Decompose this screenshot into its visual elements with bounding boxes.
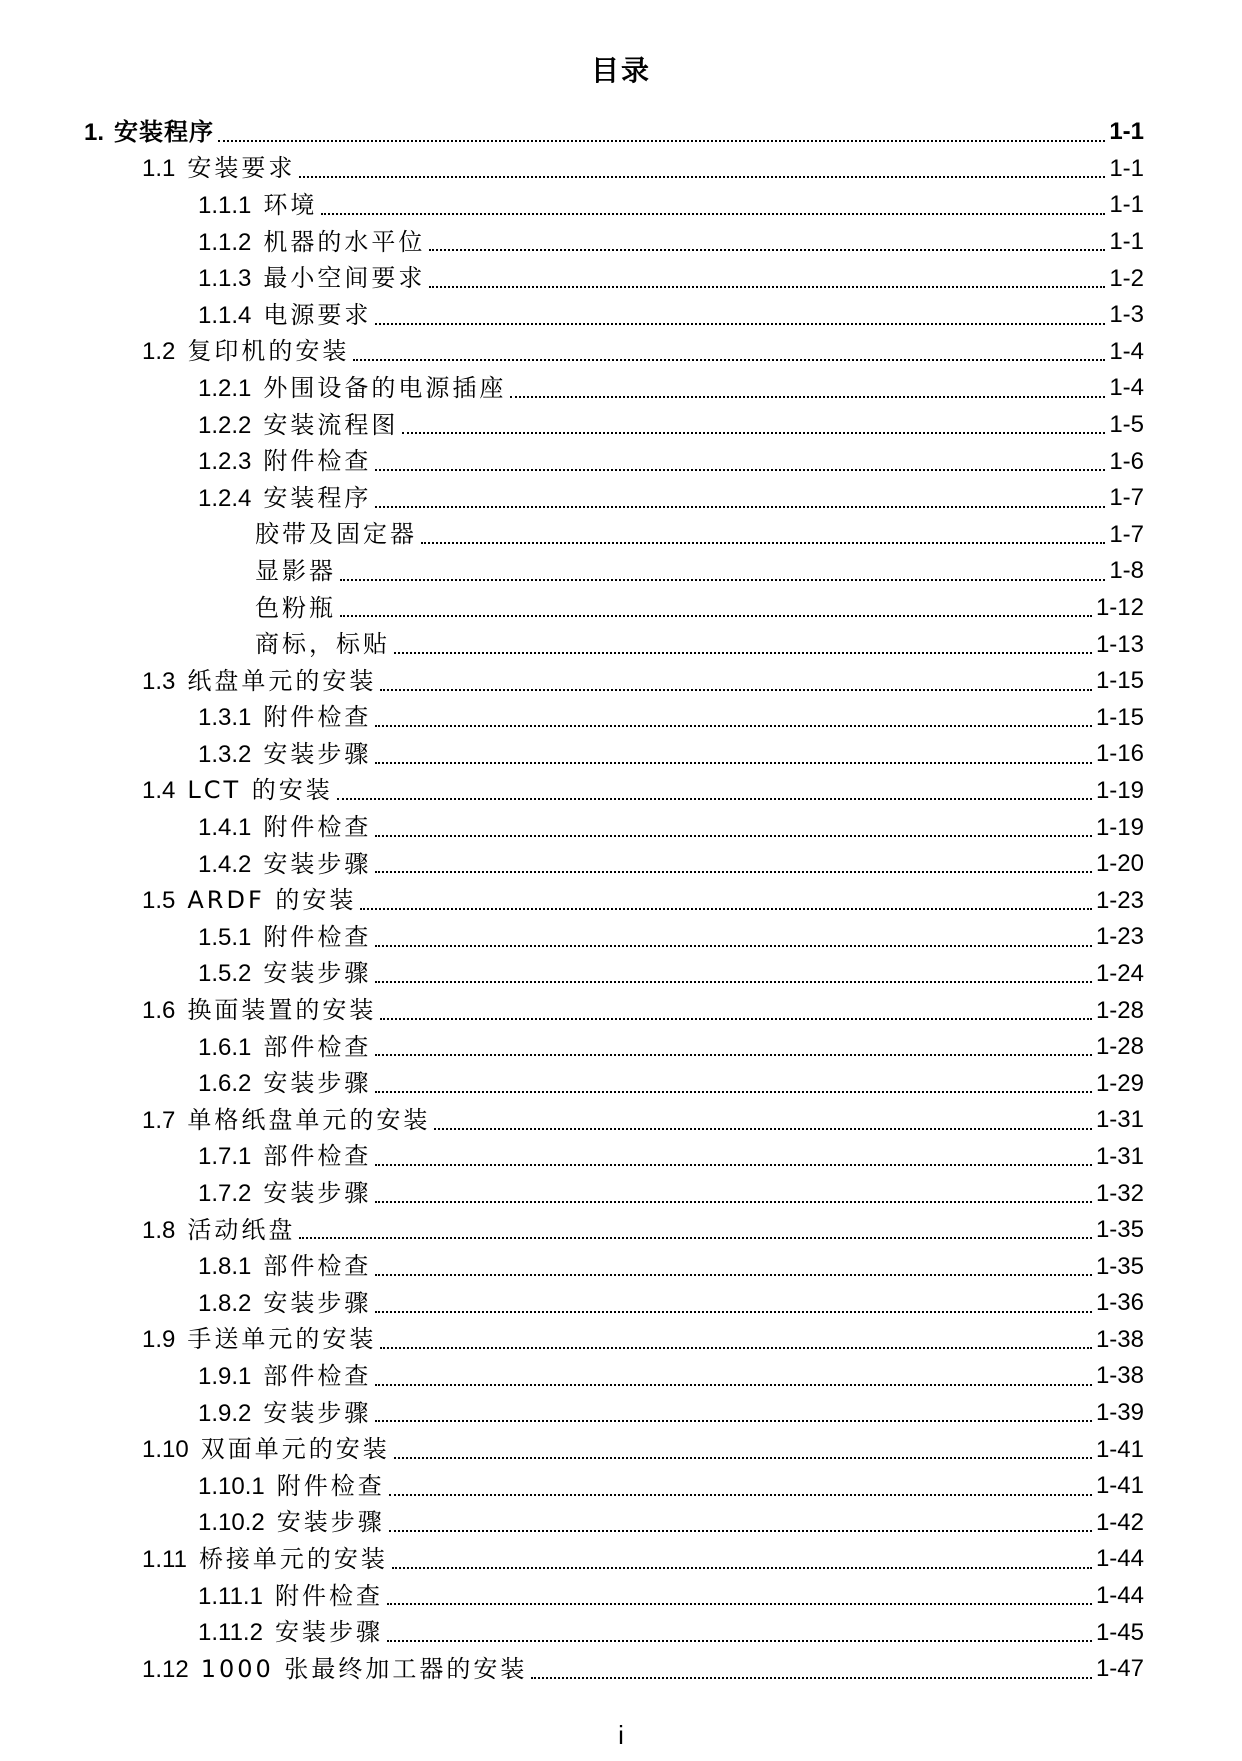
- toc-entry-title: 商标，标贴: [255, 630, 390, 659]
- toc-entry-number: 1.8: [142, 1216, 176, 1244]
- toc-entry[interactable]: [142, 334, 1144, 371]
- toc-entry-label: [198, 483, 373, 514]
- toc-entry-number: 1.4.1: [198, 814, 252, 842]
- dot-leader: [360, 908, 1092, 910]
- toc-entry-label: [142, 885, 358, 916]
- toc-entry[interactable]: [198, 1614, 1144, 1651]
- toc-entry-page: 1-31: [1095, 1142, 1144, 1170]
- toc-entry-number: 1.6.2: [198, 1070, 252, 1098]
- dot-leader: [375, 725, 1092, 727]
- toc-entry-label: [198, 1251, 373, 1282]
- toc-entry-title: 活动纸盘: [187, 1215, 296, 1244]
- toc-entry-label: [198, 1288, 373, 1319]
- toc-entry[interactable]: [198, 297, 1144, 334]
- toc-entry-title: 安装步骤: [263, 849, 372, 878]
- toc-entry-label: [142, 153, 297, 184]
- dot-leader: [434, 1128, 1092, 1130]
- toc-entry-page: 1-19: [1095, 813, 1144, 841]
- toc-entry-number: 1.1: [142, 155, 176, 183]
- toc-entry[interactable]: [198, 1029, 1144, 1066]
- toc-entry-page: 1-31: [1095, 1106, 1144, 1134]
- toc-entry[interactable]: [142, 773, 1144, 810]
- dot-leader: [321, 213, 1105, 215]
- toc-entry-label: [255, 556, 338, 587]
- dot-leader: [375, 506, 1105, 508]
- dot-leader: [429, 249, 1105, 251]
- toc-entry-title: 部件检查: [263, 1361, 372, 1390]
- toc-entry-title: 安装步骤: [263, 1288, 372, 1317]
- toc-entry-page: 1-1: [1109, 118, 1144, 146]
- toc-entry-label: [198, 958, 373, 989]
- toc-entry-number: 1.: [84, 118, 105, 146]
- dot-leader: [375, 762, 1092, 764]
- toc-entry-label: [198, 1507, 387, 1538]
- toc-entry-title: 安装步骤: [263, 959, 372, 988]
- toc-entry[interactable]: [142, 882, 1144, 919]
- toc-entry-page: 1-38: [1095, 1325, 1144, 1353]
- toc-entry-page: 1-29: [1095, 1069, 1144, 1097]
- toc-entry-title: 手送单元的安装: [187, 1325, 377, 1354]
- toc-entry-label: [255, 629, 392, 660]
- toc-entry-label: [142, 995, 378, 1026]
- toc-entry-page: 1-12: [1095, 594, 1144, 622]
- dot-leader: [380, 1018, 1092, 1020]
- toc-entry-label: [198, 1581, 385, 1612]
- toc-entry-title: 安装步骤: [263, 1398, 372, 1427]
- toc-entry-number: 1.9: [142, 1326, 176, 1354]
- toc-entry-title: 附件检查: [274, 1581, 383, 1610]
- toc-entry-number: 1.5.1: [198, 923, 252, 951]
- dot-leader: [337, 798, 1092, 800]
- dot-leader: [392, 1567, 1092, 1569]
- toc-entry-page: 1-19: [1095, 776, 1144, 804]
- dot-leader: [510, 396, 1105, 398]
- toc-entry[interactable]: [198, 700, 1144, 737]
- toc-entry[interactable]: [142, 1322, 1144, 1359]
- toc-entry-title: LCT 的安装: [187, 776, 333, 805]
- toc-entry-page: 1-24: [1095, 959, 1144, 987]
- toc-entry-page: 1-36: [1095, 1289, 1144, 1317]
- toc-entry-page: 1-35: [1095, 1216, 1144, 1244]
- toc-entry-label: [255, 519, 419, 550]
- table-of-contents: [0, 114, 1242, 1688]
- toc-entry-label: [198, 1398, 373, 1429]
- toc-entry-number: 1.10: [142, 1436, 189, 1464]
- toc-entry-page: 1-13: [1095, 630, 1144, 658]
- dot-leader: [218, 140, 1105, 142]
- toc-entry[interactable]: [142, 1431, 1144, 1468]
- toc-entry-label: [198, 812, 373, 843]
- toc-entry-page: 1-6: [1109, 447, 1144, 475]
- toc-entry-page: 1-35: [1095, 1252, 1144, 1280]
- toc-entry-label: [142, 1105, 432, 1136]
- toc-entry-title: 安装要求: [187, 154, 296, 183]
- dot-leader: [353, 359, 1105, 361]
- toc-entry-number: 1.7.2: [198, 1180, 252, 1208]
- toc-entry-label: [142, 1215, 297, 1246]
- dot-leader: [375, 981, 1092, 983]
- dot-leader: [387, 1640, 1092, 1642]
- toc-entry-number: 1.11.1: [198, 1582, 263, 1610]
- toc-entry-label: [198, 1141, 373, 1172]
- toc-entry-page: 1-4: [1109, 337, 1144, 365]
- toc-entry[interactable]: [198, 846, 1144, 883]
- dot-leader: [389, 1530, 1092, 1532]
- toc-entry[interactable]: [255, 553, 1144, 590]
- dot-leader: [421, 542, 1105, 544]
- toc-entry-label: [198, 1361, 373, 1392]
- toc-entry[interactable]: [198, 1358, 1144, 1395]
- toc-entry[interactable]: [255, 590, 1144, 627]
- toc-entry-page: 1-2: [1109, 264, 1144, 292]
- toc-entry-title: 附件检查: [276, 1471, 385, 1500]
- toc-entry-page: 1-41: [1095, 1472, 1144, 1500]
- toc-entry-label: [198, 702, 373, 733]
- toc-entry[interactable]: [198, 1175, 1144, 1212]
- toc-entry-page: 1-20: [1095, 850, 1144, 878]
- toc-entry-title: 部件检查: [263, 1032, 372, 1061]
- toc-entry[interactable]: [198, 956, 1144, 993]
- toc-entry-page: 1-7: [1109, 484, 1144, 512]
- toc-entry-label: [198, 1068, 373, 1099]
- dot-leader: [299, 1237, 1092, 1239]
- toc-entry-title: 安装步骤: [263, 1179, 372, 1208]
- toc-entry[interactable]: [255, 517, 1144, 554]
- dot-leader: [375, 1091, 1092, 1093]
- toc-entry-number: 1.9.1: [198, 1362, 252, 1390]
- toc-entry[interactable]: [198, 736, 1144, 773]
- toc-entry[interactable]: [84, 114, 1144, 151]
- toc-entry-label: [142, 336, 351, 367]
- toc-entry[interactable]: [198, 1468, 1144, 1505]
- toc-entry-title: 换面装置的安装: [187, 996, 377, 1025]
- toc-entry-page: 1-28: [1095, 1033, 1144, 1061]
- toc-entry-page: 1-28: [1095, 996, 1144, 1024]
- toc-entry-number: 1.4: [142, 777, 176, 805]
- toc-entry-number: 1.11: [142, 1545, 187, 1573]
- toc-entry-page: 1-47: [1095, 1655, 1144, 1683]
- toc-entry-page: 1-44: [1095, 1582, 1144, 1610]
- toc-entry-page: 1-39: [1095, 1399, 1144, 1427]
- dot-leader: [375, 835, 1092, 837]
- toc-entry-page: 1-8: [1109, 557, 1144, 585]
- toc-entry[interactable]: [198, 1285, 1144, 1322]
- toc-entry-title: 桥接单元的安装: [198, 1544, 388, 1573]
- toc-entry-number: 1.7: [142, 1106, 176, 1134]
- toc-entry-number: 1.2: [142, 338, 176, 366]
- toc-entry-page: 1-3: [1109, 301, 1144, 329]
- toc-entry-page: 1-16: [1095, 740, 1144, 768]
- dot-leader: [299, 176, 1105, 178]
- toc-entry-title: 纸盘单元的安装: [187, 666, 377, 695]
- toc-entry-page: 1-42: [1095, 1508, 1144, 1536]
- toc-entry[interactable]: [142, 151, 1144, 188]
- toc-entry-number: 1.5.2: [198, 960, 252, 988]
- toc-entry[interactable]: [198, 224, 1144, 261]
- toc-entry-title: 机器的水平位: [263, 227, 426, 256]
- toc-entry[interactable]: [142, 663, 1144, 700]
- dot-leader: [389, 1494, 1092, 1496]
- toc-entry-title: 胶带及固定器: [255, 520, 417, 549]
- toc-entry-number: 1.12: [142, 1655, 189, 1683]
- toc-entry-label: [198, 263, 427, 294]
- toc-entry-label: [198, 1178, 373, 1209]
- toc-entry[interactable]: [198, 1065, 1144, 1102]
- toc-entry-number: 1.8.1: [198, 1253, 252, 1281]
- toc-entry[interactable]: [255, 626, 1144, 663]
- toc-entry-number: 1.3: [142, 667, 176, 695]
- toc-entry-page: 1-32: [1095, 1179, 1144, 1207]
- toc-entry-title: 安装步骤: [263, 1069, 372, 1098]
- toc-entry-title: 部件检查: [263, 1252, 372, 1281]
- toc-entry-title: 外围设备的电源插座: [263, 373, 507, 402]
- toc-entry-page: 1-1: [1109, 191, 1144, 219]
- dot-leader: [375, 323, 1105, 325]
- toc-entry-page: 1-45: [1095, 1618, 1144, 1646]
- dot-leader: [375, 1420, 1092, 1422]
- dot-leader: [380, 1347, 1092, 1349]
- toc-entry-number: 1.3.1: [198, 704, 252, 732]
- toc-entry-label: [198, 1032, 373, 1063]
- toc-entry-page: 1-4: [1109, 374, 1144, 402]
- dot-leader: [340, 579, 1105, 581]
- toc-entry-number: 1.7.1: [198, 1143, 252, 1171]
- toc-entry-number: 1.2.1: [198, 374, 252, 402]
- page-number: i: [618, 1720, 624, 1750]
- toc-entry[interactable]: [142, 1651, 1144, 1688]
- toc-entry[interactable]: [142, 1541, 1144, 1578]
- toc-entry[interactable]: [142, 1212, 1144, 1249]
- toc-entry-page: 1-44: [1095, 1545, 1144, 1573]
- toc-entry-title: 单格纸盘单元的安装: [187, 1105, 431, 1134]
- dot-leader: [375, 1201, 1092, 1203]
- toc-entry-title: 安装步骤: [276, 1508, 385, 1537]
- toc-entry-label: [255, 593, 338, 624]
- toc-entry[interactable]: [198, 1578, 1144, 1615]
- toc-entry-label: [198, 446, 373, 477]
- toc-entry-number: 1.2.3: [198, 448, 252, 476]
- dot-leader: [375, 1274, 1092, 1276]
- dot-leader: [340, 615, 1092, 617]
- toc-entry-page: 1-1: [1109, 228, 1144, 256]
- toc-entry-page: 1-15: [1095, 703, 1144, 731]
- dot-leader: [375, 945, 1092, 947]
- toc-entry-label: [198, 190, 319, 221]
- toc-entry[interactable]: [198, 480, 1144, 517]
- toc-entry-label: [198, 1471, 387, 1502]
- toc-entry[interactable]: [198, 260, 1144, 297]
- toc-entry[interactable]: [198, 919, 1144, 956]
- toc-entry-label: [198, 410, 400, 441]
- toc-entry-number: 1.1.4: [198, 301, 252, 329]
- dot-leader: [429, 286, 1105, 288]
- toc-entry-title: 附件检查: [263, 703, 372, 732]
- dot-leader: [394, 652, 1092, 654]
- toc-entry-number: 1.1.3: [198, 265, 252, 293]
- toc-entry-number: 1.2.4: [198, 484, 252, 512]
- toc-entry-number: 1.10.2: [198, 1509, 265, 1537]
- toc-entry[interactable]: [198, 370, 1144, 407]
- toc-entry-title: 复印机的安装: [187, 337, 350, 366]
- toc-entry-label: [198, 739, 373, 770]
- toc-entry-title: 环境: [263, 190, 318, 219]
- toc-entry[interactable]: [198, 443, 1144, 480]
- toc-entry[interactable]: [198, 1248, 1144, 1285]
- toc-entry-title: 附件检查: [263, 813, 372, 842]
- toc-entry-page: 1-1: [1109, 154, 1144, 182]
- toc-entry-label: [198, 1617, 385, 1648]
- toc-entry-label: [142, 1324, 378, 1355]
- toc-entry-number: 1.4.2: [198, 850, 252, 878]
- toc-entry-title: 部件检查: [263, 1142, 372, 1171]
- dot-leader: [375, 1054, 1092, 1056]
- dot-leader: [380, 689, 1092, 691]
- toc-entry-title: 附件检查: [263, 447, 372, 476]
- toc-entry-label: [142, 1654, 529, 1685]
- toc-entry-number: 1.8.2: [198, 1289, 252, 1317]
- toc-entry-number: 1.6: [142, 997, 176, 1025]
- toc-entry-label: [198, 227, 427, 258]
- dot-leader: [394, 1457, 1092, 1459]
- toc-entry-page: 1-5: [1109, 411, 1144, 439]
- toc-entry-title: 安装程序: [114, 117, 215, 146]
- dot-leader: [531, 1677, 1092, 1679]
- toc-entry-number: 1.3.2: [198, 740, 252, 768]
- toc-entry-label: [198, 922, 373, 953]
- toc-entry-page: 1-7: [1109, 520, 1144, 548]
- toc-entry-number: 1.1.2: [198, 228, 252, 256]
- toc-entry-number: 1.10.1: [198, 1472, 265, 1500]
- toc-entry[interactable]: [198, 407, 1144, 444]
- toc-entry-title: 附件检查: [263, 922, 372, 951]
- dot-leader: [375, 1311, 1092, 1313]
- toc-entry-page: 1-41: [1095, 1435, 1144, 1463]
- dot-leader: [375, 1164, 1092, 1166]
- toc-entry-title: 显影器: [255, 556, 336, 585]
- toc-entry-label: [142, 1544, 390, 1575]
- toc-entry-page: 1-23: [1095, 923, 1144, 951]
- dot-leader: [387, 1603, 1092, 1605]
- toc-entry-number: 1.11.2: [198, 1619, 263, 1647]
- toc-entry-page: 1-38: [1095, 1362, 1144, 1390]
- toc-entry-label: [84, 117, 216, 148]
- dot-leader: [375, 871, 1092, 873]
- toc-entry-label: [198, 849, 373, 880]
- toc-entry-title: 安装程序: [263, 483, 372, 512]
- toc-entry-title: 色粉瓶: [255, 593, 336, 622]
- toc-entry-title: 1000 张最终加工器的安装: [200, 1654, 528, 1683]
- dot-leader: [402, 432, 1105, 434]
- toc-entry-title: 电源要求: [263, 300, 372, 329]
- toc-entry-label: [142, 666, 378, 697]
- toc-entry-page: 1-23: [1095, 886, 1144, 914]
- toc-entry[interactable]: [198, 1139, 1144, 1176]
- toc-entry-label: [142, 1434, 392, 1465]
- dot-leader: [375, 469, 1105, 471]
- dot-leader: [375, 1384, 1092, 1386]
- toc-entry[interactable]: [198, 1505, 1144, 1542]
- toc-entry-label: [198, 300, 373, 331]
- page-title: 目录: [590, 53, 651, 87]
- toc-entry-label: [142, 775, 335, 806]
- toc-entry-number: 1.1.1: [198, 191, 252, 219]
- toc-entry-number: 1.6.1: [198, 1033, 252, 1061]
- toc-entry-title: 安装步骤: [274, 1618, 383, 1647]
- toc-entry-label: [198, 373, 508, 404]
- toc-entry-page: 1-15: [1095, 667, 1144, 695]
- toc-entry-title: ARDF 的安装: [187, 886, 357, 915]
- toc-entry-title: 最小空间要求: [263, 264, 426, 293]
- toc-entry-number: 1.2.2: [198, 411, 252, 439]
- toc-entry-number: 1.5: [142, 887, 176, 915]
- toc-entry[interactable]: [198, 809, 1144, 846]
- toc-entry[interactable]: [142, 1102, 1144, 1139]
- toc-entry-number: 1.9.2: [198, 1399, 252, 1427]
- toc-entry[interactable]: [142, 992, 1144, 1029]
- toc-entry-title: 双面单元的安装: [200, 1435, 390, 1464]
- toc-entry[interactable]: [198, 1395, 1144, 1432]
- toc-entry[interactable]: [198, 187, 1144, 224]
- toc-entry-title: 安装流程图: [263, 410, 399, 439]
- toc-entry-title: 安装步骤: [263, 739, 372, 768]
